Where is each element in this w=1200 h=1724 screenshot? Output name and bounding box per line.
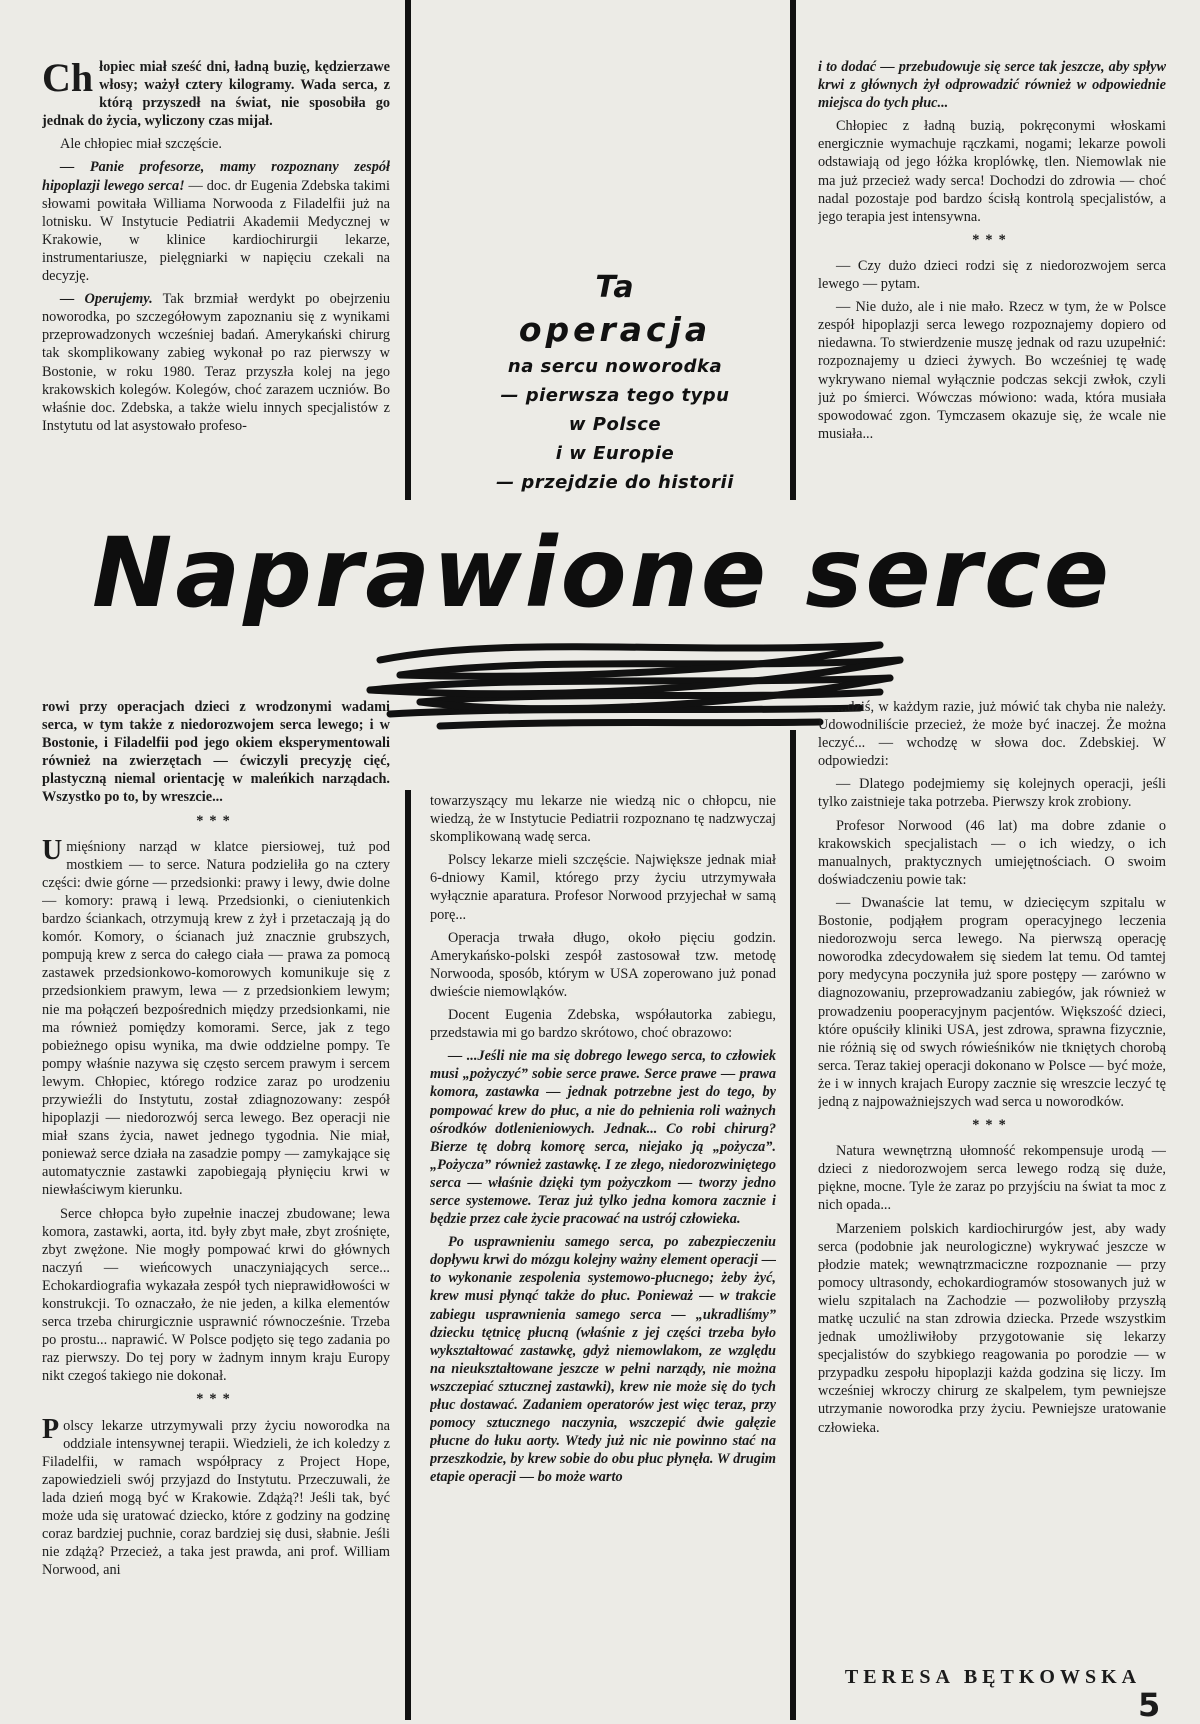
bottom-left-column [42, 698, 390, 1698]
headline: Naprawione serce [92, 517, 1112, 629]
drop-cap: P [42, 1413, 60, 1445]
paragraph: i to dodać — przebudowuje się serce tak jeszcze, aby spływ krwi z głównych żył odprowadzić również w odpowiednie miejsca do tych płuc... [818, 59, 1166, 112]
drop-cap: Ch [42, 58, 94, 100]
author-signature: TERESA BĘTKOWSKA [844, 1666, 1142, 1688]
bottom-middle-column [430, 792, 776, 1712]
paragraph: — Nie dużo, ale i nie mało. Rzecz w tym, że w Polsce zespół hipoplazji serca lewego rozpoznajemy dopiero od niedawna. To stwierdzenie muszę jednak od razu uzupełnić: rozpoznajemy u dzieci żywych. Bo wcześniej tę wadę wykrywano niemal wyłącznie podczas sekcji zwłok, czyli już po śmierci. Wówczas mówiono: wada, która musiała spowodować zgon. Tymczasem okazuje się, że wcale nie musiała... [818, 299, 1166, 442]
quote: — Panie profesorze, mamy rozpoznany zespół hipoplazji lewego serca! [42, 159, 390, 194]
section-divider: *** [196, 1391, 236, 1408]
subtitle-line: — przejdzie do historii [496, 472, 734, 493]
quote: — ...Jeśli nie ma się dobrego lewego serca, to człowiek musi „pożyczyć” sobie serce prawe. Serce prawe — prawa komora, zastawka — jednak potrzebne jest do tego, by pompować krew do płuc, a nie do pełnienia roli ważnych ośrodków dotlenieniowych. Jednak... Co robi chirurg? Bierze tę dobrą komorę serca, niejako ją „pożycza”. „Pożycza” również zastawkę. I ze złego, niedorozwiniętego serca — właśnie dzięki tym pożyczkom — tworzy jedno serce systemowe. Teraz już tylko jedna komora zacznie i będzie przez całe życie pracować na ustrój człowieka. [430, 1048, 776, 1228]
paragraph: rowi przy operacjach dzieci z wrodzonymi wadami serca, w tym także z niedorozwojem serca lewego; i w Bostonie, i Filadelfii pod jego okiem eksperymentowali również na zwierzętach — ćwiczyli precyzję cięć, plastyczną niemal orientację w maleńkich narządach. Wszystko po to, by wreszcie... [42, 699, 390, 806]
subtitle-line: Ta [595, 270, 635, 305]
section-divider: *** [972, 231, 1012, 248]
column-rule [790, 730, 796, 1720]
paragraph: olscy lekarze utrzymywali przy życiu noworodka na oddziale intensywnej terapii. Wiedzieli, że ich koledzy z Filadelfii, w ramach współpracy z Project Hope, zapowiedzieli swój przyjazd do Instytutu. Przeczuwali, że lada dzień mogą być w Krakowie. Zdążą?! Jeśli tak, być może uda się uratować dziecko, które z godziny na godzinę coraz bardziej puchnie, coraz bardziej się dusi, słabnie. Jeśli nie zdążą? Przecież, a taka jest prawda, ani prof. William Norwood, ani [42, 1417, 390, 1579]
paragraph: Ale chłopiec miał szczęście. [60, 136, 222, 153]
paragraph: Polscy lekarze mieli szczęście. Największe jednak miał 6-dniowy Kamil, którego przy życiu utrzymywała wyłącznie aparatura. Profesor Norwood przyjechał w samą porę... [430, 852, 776, 923]
page-number: 5 [1138, 1686, 1161, 1724]
paragraph: — ...dziś, w każdym razie, już mówić tak chyba nie należy. Udowodniliście przecież, że może być inaczej. Że można leczyć... — wchodzę w słowa doc. Zdebskiej. W odpowiedzi: [818, 699, 1166, 770]
column-rule [790, 0, 796, 500]
subtitle-line: na sercu noworodka [507, 356, 723, 377]
column-rule [405, 0, 411, 500]
subtitle-block [460, 268, 770, 497]
paragraph: — Dwanaście lat temu, w dziecięcym szpitalu w Bostonie, podjąłem program operacyjnego leczenia niedorozwoju serca lewego. Na pierwszą operację noworodka zdecydowałem się siedem lat temu. Od tamtej pory medycyna poczyniła już spore postępy — zarówno w diagnozowaniu, przeprowadzaniu zabiegów, jak również w prowadzeniu pooperacyjnym pacjentów. Większość dzieci, które opuściły kliniki USA, jest zdrowa, sprawna fizycznie, nie różnią się od swych rówieśników nie tkniętych chorobą serca. Teraz takiej operacji dokonano w Polsce — być może, że i w innych krajach Europy zacznie się wreszcie leczyć tę jedną z najpoważniejszych wad serca u noworodków. [818, 894, 1166, 1110]
paragraph: Tak brzmiał werdykt po obejrzeniu noworodka, po szczegółowym zapoznaniu się z wynikami przeprowadzonych wcześniej badań. Amerykański chirurg tak skomplikowany zabieg wykonał po raz pierwszy w Bostonie, w roku 1980. Teraz przyszła kolej na jego krakowskich kolegów. Kolegów, choć zarazem uczniów. Bo właśnie doc. Zdebska, a także wielu innych specjalistów z Instytutu od lat asystowało profeso- [42, 291, 390, 434]
bottom-right-column [818, 698, 1166, 1660]
top-right-column [818, 58, 1166, 518]
paragraph: Chłopiec z ładną buzią, pokręconymi włoskami energicznie wymachuje rączkami, nogami; lekarze powoli odstawiają od jego łóżka kroplówkę, tlen. Niemowlak nie ma już przecież wady serca! Dochodzi do zdrowia — choć nadal pozostaje pod bardzo ścisłą kontrolą specjalistów, a jego terapia jest intensywna. [818, 118, 1166, 225]
subtitle-line: — pierwsza tego typu [500, 385, 730, 406]
paragraph: łopiec miał sześć dni, ładną buzię, kędzierzawe włosy; ważył cztery kilogramy. Wada serca, z którą przyszedł na świat, nie sposobiła go jednak do życia, wyliczony czas mijał. [42, 59, 390, 130]
paragraph: mięśniony narząd w klatce piersiowej, tuż pod mostkiem — to serce. Natura podzieliła go na cztery części: dwie górne — przedsionki: prawy i lewy, dwie dolne — komory: prawą i lewą. Przedsionki, o cienіutenkich bardzo ściankach, otrzymują krew z żył i przetaczają ją do komór. Komory, o ścianach już znacznie grubszych, pompują krew z serca do całego ciała — prawa za pomocą zastawek przedsionkowo-komorowych komunikuje się z przedsionkiem prawym, lewa — z przedsionkiem lewym; nie ma połączeń bezpośrednich między przedsionkami, nie ma również pomiędzy komorami. Serce, jak z tego pobieżnego opisu wynika, ma dwie oddzielne pompy. Te pompy właśnie nazywa się często sercem prawym i sercem lewym. Chłopiec, którego rodzice zaraz po urodzeniu przywieźli do Instytutu, został zdiagnozowany: zespół hipoplazji — niedorozwój serca lewego. Bez operacji nie miał szans życia, nawet jednego tygodnia. Nie miał, ponieważ serce działa na zasadzie pompy — zamykające się automatycznie zastawki zapobiegają płynięciu krwi w niewłaściwym kierunku. [42, 838, 390, 1199]
paragraph: Profesor Norwood (46 lat) ma dobre zdanie o krakowskich specjalistach — o ich wiedzy, o ich manualnych, praktycznych umiejętnościach. O swoim doświadczeniu powie tak: [818, 817, 1166, 888]
paragraph: — Czy dużo dzieci rodzi się z niedorozwojem serca lewego — pytam. [818, 257, 1166, 293]
section-divider: *** [196, 812, 236, 829]
paragraph: — doc. dr Eugenia Zdebska takimi słowami powitała Williama Norwooda z Filadelfii już na lotnisku. W Instytucie Pediatrii Akademii Medycznej w Krakowie, w klinice kardiochirurgii lekarze, instrumentariusze, pielęgniarki w napięciu czekali na decyzję. [42, 177, 390, 285]
column-rule [405, 790, 411, 1720]
subtitle-line: w Polsce [568, 414, 662, 435]
drop-cap: U [42, 834, 63, 866]
paragraph: — Dlatego podejmiemy się kolejnych operacji, jeśli tylko zaistnieje taka potrzeba. Pierwszy krok zrobiony. [818, 776, 1166, 811]
section-divider: *** [972, 1117, 1012, 1134]
paragraph: Serce chłopca było zupełnie inaczej zbudowane; lewa komora, zastawki, aorta, itd. były zbyt małe, zbyt zrośnięte, zbyt zwężone. Nie mogły pompować krwi do głównych naczyń — wieńcowych unaczyniających serce... Echokardiografia wykazała zespół tych nieprawidłowości w konstrukcji. To oznaczało, że nie jeden, a kilka elementów serca trzeba chirurgicznie usprawnić równocześnie. Trzeba po prostu... naprawić. W Polsce podjęto się tego zadania po raz pierwszy. Do tej pory w żadnym innym kraju Europy nikt czegoś takiego nie dokonał. [42, 1205, 390, 1385]
quote: — Operujemy. [60, 291, 153, 308]
subtitle-line: i w Europie [555, 443, 675, 464]
top-left-column [42, 58, 390, 518]
paragraph: towarzyszący mu lekarze nie wiedzą nic o chłopcu, nie wiedzą, że w Instytucie Pediatrii rozpoznano tę nadzwyczaj skomplikowaną wadę serca. [430, 793, 776, 846]
paragraph: Marzeniem polskich kardiochirurgów jest, aby wady serca (podobnie jak neurologiczne) wykrywać jeszcze w płodzie matek; wewnątrzmaciczne rozpoznanie — przy pomocy ultrasondy, echokardiogramów stosowanych już w wielu szpitalach na Zachodzie — pozwoliłoby przyszłą matkę uczulić na stan zdrowia dziecka. Przede wszystkim jednak umożliwiłoby przygotowanie się lekarzy specjalistów do szybkiego reagowania po porodzie — w przypadku zespołu hipoplazji każda godzina się liczy. Im wcześniej wkroczy chirurg ze skalpelem, tym pewniejsze utrzymanie noworodka przy życiu. Pewniejsze uratowanie człowieka. [818, 1220, 1166, 1436]
paragraph: Docent Eugenia Zdebska, współautorka zabiegu, przedstawia mi go bardzo skrótowo, choć obrazowo: [430, 1007, 776, 1042]
quote: Po usprawnieniu samego serca, po zabezpieczeniu dopływu krwi do mózgu kolejny ważny element operacji — to wykonanie zespolenia systemowo-płucnego; żeby żyć, krew musi płynąć także do płuc. Ponieważ — w trakcie zabiegu usprawnienia samego serca — „ukradliśmy” dziecku tętnicę płucną (właśnie z jej części trzeba było wykształtować zastawkę, gdyż niemowlakom, ze względu na nieukształtowane jeszcze w pełni narządy, nie można wszczepiać sztucznej zastawki), krew nie może się do tych płuc dostawać. Zadaniem operatorów jest więc teraz, przy pomocy sztucznego naczynia, wszczepić dwie gałęzie płucne do łuku aorty. Wtedy już nic nie powinno stać na przeszkodzie, by krew sobie do obu płuc płynęła. W drugim etapie operacji — bo może warto [430, 1234, 776, 1486]
paragraph: Operacja trwała długo, około pięciu godzin. Amerykańsko-polski zespół zastosował tzw. metodę Norwooda, sposób, którym w USA zoperowano już ponad dwieście niemowląków. [430, 929, 776, 1000]
subtitle-line: operacja [518, 310, 712, 349]
paragraph: Natura wewnętrzną ułomność rekompensuje urodą — dzieci z niedorozwojem serca lewego rodzą się duże, piękne, mocne. Tyle że zaraz po przyjściu na świat ta moc z nich opada... [818, 1143, 1166, 1214]
